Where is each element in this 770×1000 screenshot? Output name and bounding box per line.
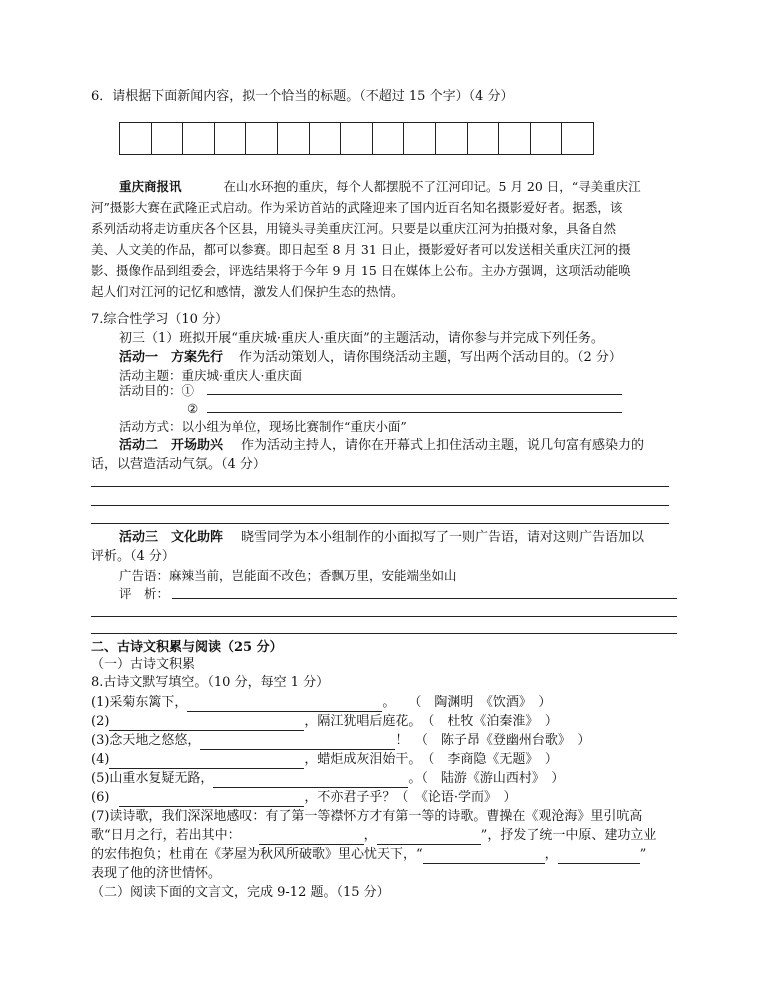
grid-cell[interactable] — [531, 123, 563, 154]
section-2-sub2: （二）阅读下面的文言文，完成 9-12 题。（15 分） — [91, 885, 390, 900]
q7-intro: 初三（1）班拟开展“重庆城·重庆人·重庆面”的主题活动，请你参与并完成下列任务。 — [119, 331, 604, 346]
review-answer-line-2[interactable] — [91, 616, 677, 617]
grid-cell[interactable] — [120, 123, 152, 154]
fill-blank-7d[interactable] — [558, 849, 640, 864]
news-lead: 重庆商报讯 — [119, 179, 182, 194]
fill-blank-7b[interactable] — [377, 830, 481, 845]
purpose-label: 活动目的：① — [119, 383, 195, 398]
poem-item-3: (3)念天地之悠悠， ！ （ 陈子昂《登幽州台歌》 ） — [91, 733, 591, 748]
poem-item-7-line-3: 的宏伟抱负；杜甫在《茅屋为秋风所破歌》里心忧天下，“ ， ” — [91, 847, 647, 862]
grid-cell[interactable] — [183, 123, 215, 154]
activity-2-text: 作为活动主持人，请你在开幕式上扣住活动主题，说几句富有感染力的 — [241, 438, 645, 453]
activity-2 — [119, 437, 644, 455]
q7-title: 7.综合性学习（10 分） — [91, 312, 229, 327]
poem-item-2: (2) ，隔江犹唱后庭花。 （ 杜牧《泊秦淮》 ） — [91, 714, 558, 729]
grid-cell[interactable] — [278, 123, 310, 154]
activity-1-label: 活动一 方案先行 — [119, 350, 224, 365]
poem-item-1: (1)采菊东篱下， 。 （ 陶渊明 《饮酒》 ） — [91, 695, 552, 710]
fill-blank-5[interactable] — [213, 773, 408, 788]
grid-cell[interactable] — [152, 123, 184, 154]
news-line-5: 影、摄像作品到组委会，评选结果将于今年 9 月 15 日在媒体上公布。主办方强调，这项活动能唤 — [91, 263, 631, 278]
section-2-sub1: （一）古诗文积累 — [91, 657, 196, 672]
review-answer-line-1[interactable] — [172, 598, 677, 599]
activity-3-text: 晓雪同学为本小组制作的小面拟写了一则广告语，请对这则广告语加以 — [241, 530, 645, 545]
q8-title: 8.古诗文默写填空。（10 分，每空 1 分） — [91, 675, 330, 690]
fill-blank-2[interactable] — [109, 716, 304, 731]
section-2-title: 二、古诗文积累与阅读（25 分） — [91, 640, 283, 655]
activity-3-label: 活动三 文化助阵 — [119, 530, 224, 545]
fill-blank-4[interactable] — [109, 754, 304, 769]
purpose-2-label: ② — [187, 401, 199, 416]
title-answer-grid[interactable] — [119, 122, 594, 155]
activity-3-text-2: 评析。（4 分） — [91, 549, 175, 564]
review-answer-line-3[interactable] — [91, 633, 677, 634]
grid-cell[interactable] — [562, 123, 593, 154]
activity-3 — [119, 529, 644, 547]
ad-slogan: 广告语：麻辣当前，岂能面不改色；香飘万里，安能端坐如山 — [119, 568, 457, 583]
poem-item-4: (4) ，蜡炬成灰泪始干。 （ 李商隐《无题》 ） — [91, 752, 558, 767]
fill-blank-7a[interactable] — [259, 830, 364, 845]
poem-item-7-line-1: (7)读诗歌，我们深深地感叹：有了第一等襟怀方才有第一等的诗歌。曹操在《观沧海》里引吭高 — [91, 809, 643, 824]
poem-item-7-line-4: 表现了他的济世情怀。 — [91, 866, 222, 881]
fill-blank-6[interactable] — [119, 792, 304, 807]
activity-2-label: 活动二 开场助兴 — [119, 438, 224, 453]
poem-item-6: (6) ，不亦君子乎？（ 《论语·学而》 ） — [91, 790, 517, 805]
grid-cell[interactable] — [310, 123, 342, 154]
news-line-1: 在山水环抱的重庆，每个人都摆脱不了江河印记。5 月 20 日，“寻美重庆江 — [223, 179, 641, 194]
news-line-6: 起人们对江河的记忆和感情，激发人们保护生态的热情。 — [91, 284, 404, 299]
poem-item-7-line-2: 歌“日月之行，若出其中： ， ”，抒发了统一中原、建功立业 — [91, 828, 657, 843]
review-label: 评 析： — [119, 586, 170, 601]
grid-cell[interactable] — [499, 123, 531, 154]
host-answer-line-3[interactable] — [91, 523, 669, 524]
fill-blank-3[interactable] — [200, 735, 395, 750]
grid-cell[interactable] — [436, 123, 468, 154]
poem-item-5: (5)山重水复疑无路， 。（ 陆游《游山西村》 ） — [91, 771, 565, 786]
fill-blank-1[interactable] — [187, 697, 382, 712]
host-answer-line-1[interactable] — [91, 486, 669, 487]
activity-1 — [119, 349, 622, 367]
grid-cell[interactable] — [373, 123, 405, 154]
news-paragraph — [119, 178, 641, 196]
purpose-answer-1[interactable] — [207, 394, 622, 395]
activity-method: 活动方式：以小组为单位，现场比赛制作“重庆小面” — [119, 419, 407, 434]
grid-cell[interactable] — [468, 123, 500, 154]
activity-1-text: 作为活动策划人，请你围绕活动主题，写出两个活动目的。（2 分） — [239, 350, 622, 365]
grid-cell[interactable] — [341, 123, 373, 154]
activity-theme: 活动主题：重庆城·重庆人·重庆面 — [119, 368, 302, 383]
grid-cell[interactable] — [404, 123, 436, 154]
q6-prompt: 6．请根据下面新闻内容，拟一个恰当的标题。（不超过 15 个字）（4 分） — [91, 89, 514, 104]
news-line-4: 美、人文美的作品，都可以参赛。即日起至 8 月 31 日止，摄影爱好者可以发送相关重庆江河的摄 — [91, 242, 631, 257]
grid-cell[interactable] — [215, 123, 247, 154]
news-line-2: 河”摄影大赛在武隆正式启动。作为采访首站的武隆迎来了国内近百名知名摄影爱好者。据悉，该 — [91, 200, 623, 215]
purpose-answer-2[interactable] — [207, 412, 622, 413]
host-answer-line-2[interactable] — [91, 505, 669, 506]
news-line-3: 系列活动将走访重庆各个区县，用镜头寻美重庆江河。只要是以重庆江河为拍摄对象，具备自然 — [91, 221, 617, 236]
activity-2-text-2: 话，以营造活动气氛。（4 分） — [91, 457, 266, 472]
fill-blank-7c[interactable] — [423, 849, 545, 864]
grid-cell[interactable] — [246, 123, 278, 154]
